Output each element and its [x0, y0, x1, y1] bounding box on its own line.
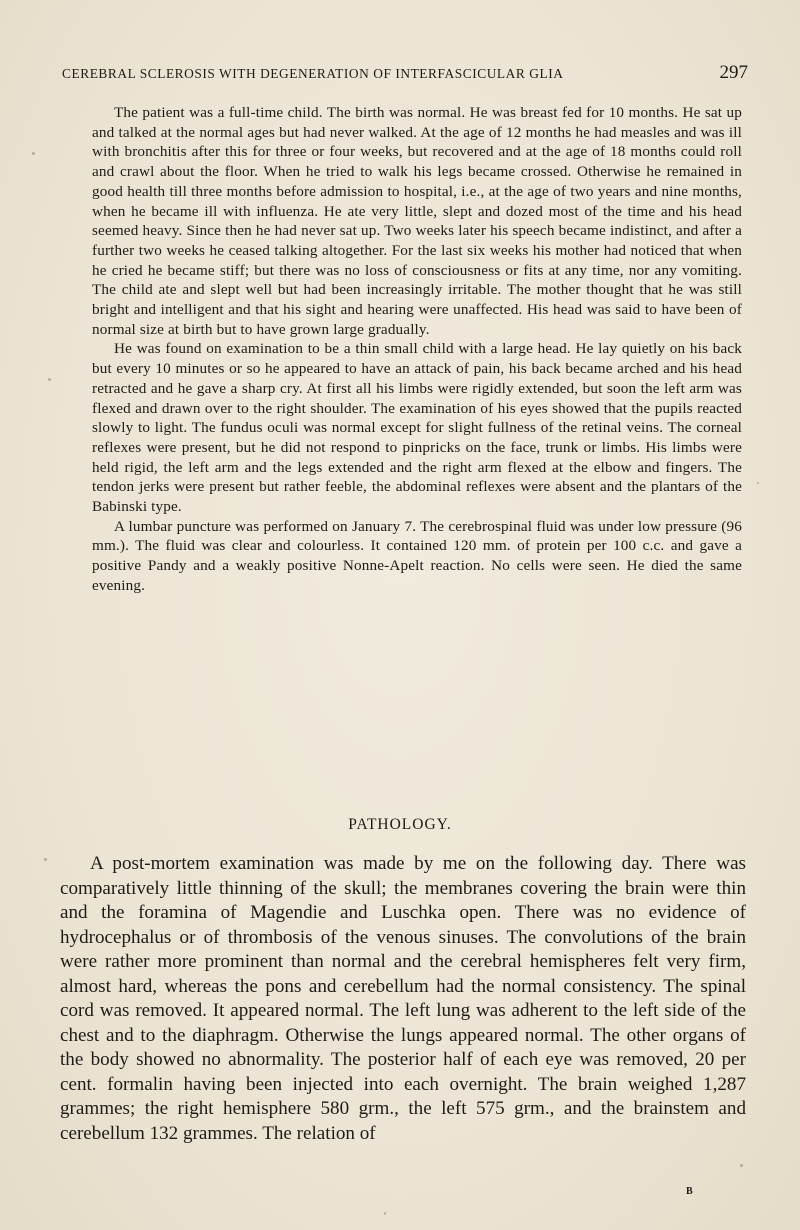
paper-speck: [48, 378, 51, 381]
paragraph-history: The patient was a full-time child. The birth was normal. He was breast fed for 10 months. He sat up and talked at the normal ages but had never walked. At the age of 12 months he had measles and was ill with bronchitis after this for three or four weeks, but recovered and at the age of 18 months could roll and crawl about the floor. When he tried to walk his legs became crossed. Otherwise he remained in good health till three months before admission to hospital, i.e., at the age of two years and nine months, when he became ill with influenza. He ate very little, slept and dozed most of the time and his head seemed heavy. Since then he had never sat up. Two weeks later his speech became indistinct, and after a further two weeks he ceased talking altogether. For the last six weeks his mother had noticed that when he cried he became stiff; but there was no loss of consciousness or fits at any time, nor any vomiting. The child ate and slept well but had been increasingly irritable. The mother thought that he was still bright and intelligent and that his sight and hearing were unaffected. His head was said to have been of normal size at birth but to have grown large gradually.: [92, 104, 742, 338]
paper-speck: [32, 152, 35, 155]
paper-speck: [384, 1212, 386, 1215]
pathology-text: [60, 852, 746, 1146]
running-title: CEREBRAL SCLEROSIS WITH DEGENERATION OF INTERFASCICULAR GLIA: [62, 66, 564, 81]
section-heading: PATHOLOGY.: [348, 816, 452, 833]
running-header: [62, 62, 748, 86]
case-history-text: [92, 103, 742, 596]
paragraph-post-mortem: A post-mortem examination was made by me on the following day. There was comparatively little thinning of the skull; the membranes covering the brain were thin and the foramina of Magendie and Luschka open. There was no evidence of hydrocephalus or of thrombosis of the venous sinuses. The convolutions of the brain were rather more prominent than normal and the cerebral hemispheres felt very firm, almost hard, whereas the pons and cerebellum had the normal consistency. The spinal cord was removed. It appeared normal. The left lung was adherent to the left side of the chest and to the diaphragm. Otherwise the lungs appeared normal. The other organs of the body showed no abnormality. The posterior half of each eye was removed, 20 per cent. formalin having been injected into each overnight. The brain weighed 1,287 grammes; the right hemisphere 580 grm., the left 575 grm., and the brainstem and cerebellum 132 grammes. The relation of: [60, 853, 746, 1144]
paper-speck: [740, 1164, 743, 1167]
page-number: 297: [719, 62, 748, 83]
paper-speck: [757, 482, 759, 484]
signature-mark: B: [686, 1186, 693, 1197]
paragraph-lumbar-puncture: A lumbar puncture was performed on January 7. The cerebrospinal fluid was under low pressure (96 mm.). The fluid was clear and colourless. It contained 120 mm. of protein per 100 c.c. and gave a positive Pandy and a weakly positive Nonne-Apelt reaction. No cells were seen. He died the same evening.: [92, 517, 742, 594]
paragraph-examination: He was found on examination to be a thin small child with a large head. He lay quietly on his back but every 10 minutes or so he appeared to have an attack of pain, his back became arched and his head retracted and he gave a sharp cry. At first all his limbs were rigidly extended, but soon the left arm was flexed and drawn over to the right shoulder. The examination of his eyes showed that the pupils reacted slowly to light. The fundus oculi was normal except for slight fullness of the retinal veins. The corneal reflexes were present, but he did not respond to pinpricks on the face, trunk or limbs. His limbs were held rigid, the left arm and the legs extended and the right arm flexed at the elbow and fingers. The tendon jerks were present but rather feeble, the abdominal reflexes were absent and the plantars of the Babinski type.: [92, 340, 742, 516]
paper-speck: [44, 858, 47, 861]
